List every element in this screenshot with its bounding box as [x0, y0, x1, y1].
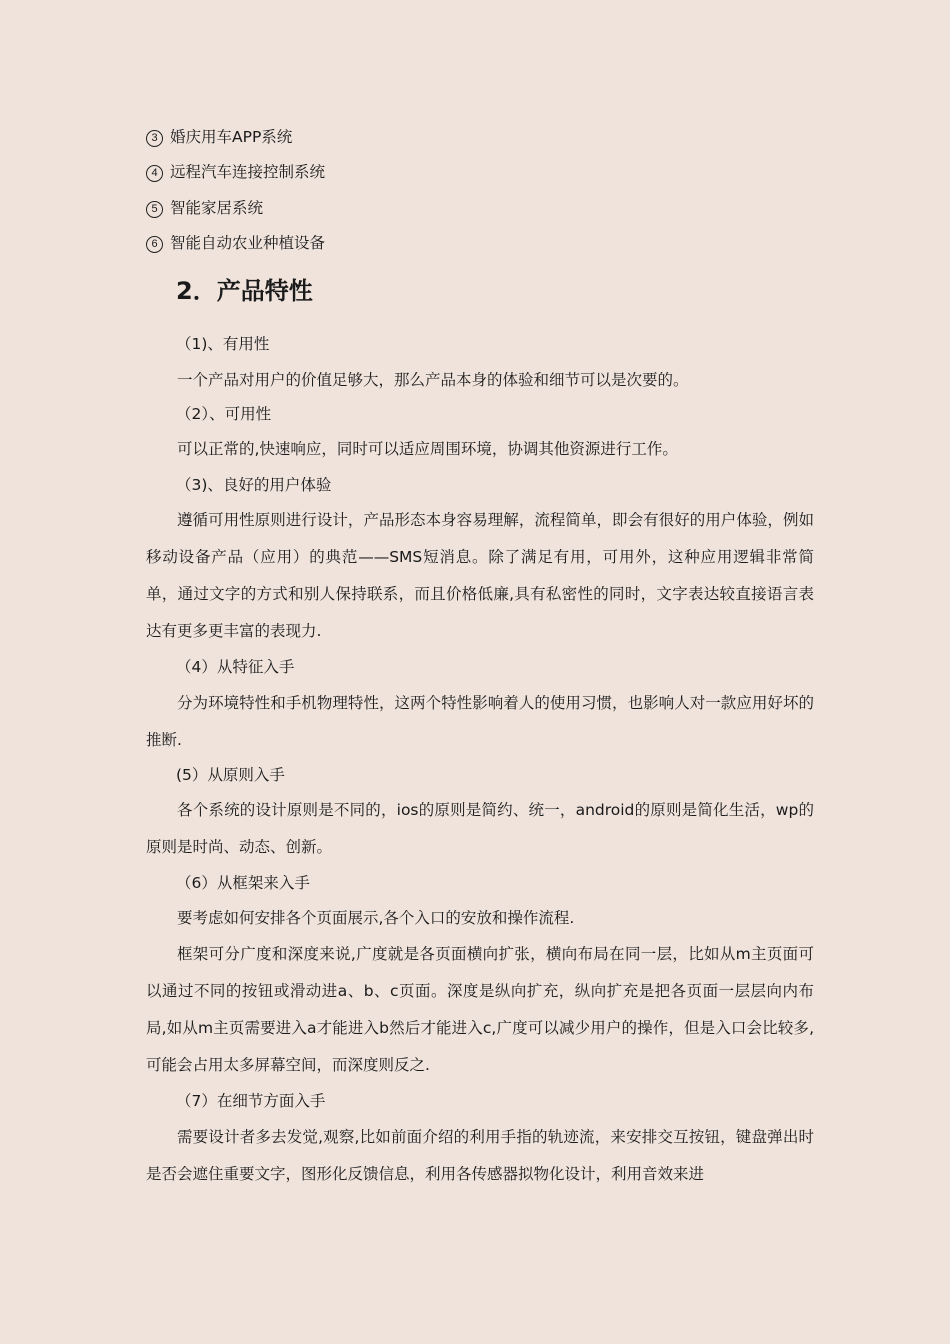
feature-title: （1)、有用性 — [176, 335, 270, 353]
feature-body: 各个系统的设计原则是不同的，ios的原则是简约、统一，android的原则是简化生活，wp的原则是时尚、动态、创新。 — [146, 801, 814, 856]
feature-title: （2）、可用性 — [176, 405, 272, 423]
list-item-text: 婚庆用车APP系统 — [170, 128, 293, 146]
feature-title: （7）在细节方面入手 — [176, 1092, 326, 1110]
feature-body: 分为环境特性和手机物理特性，这两个特性影响着人的使用习惯，也影响人对一款应用好坏的推断. — [146, 694, 814, 749]
circled-number: 5 — [146, 201, 163, 218]
section-heading: 2．产品特性 — [176, 277, 313, 305]
circled-number: 4 — [146, 165, 163, 182]
list-item — [146, 162, 325, 182]
list-item — [146, 198, 263, 218]
feature-title: （3)、良好的用户体验 — [176, 476, 332, 494]
feature-title: （6）从框架来入手 — [176, 874, 310, 892]
list-item-text: 智能家居系统 — [170, 199, 264, 217]
circled-number: 3 — [146, 130, 163, 147]
feature-body: 可以正常的,快速响应，同时可以适应周围环境，协调其他资源进行工作。 — [177, 440, 678, 458]
feature-body: 遵循可用性原则进行设计，产品形态本身容易理解，流程简单，即会有很好的用户体验，例如移动设备产品（应用）的典范——SMS短消息。除了满足有用，可用外，这种应用逻辑非常简单，通过文字的方式和别人保持联系，而且价格低廉,具有私密性的同时，文字表达较直接语言表达有更多更丰富的表现力. — [146, 511, 814, 640]
feature-body: 需要设计者多去发觉,观察,比如前面介绍的利用手指的轨迹流，来安排交互按钮，键盘弹出时是否会遮住重要文字，图形化反馈信息，利用各传感器拟物化设计，利用音效来进 — [146, 1128, 814, 1183]
feature-body: 框架可分广度和深度来说,广度就是各页面横向扩张，横向布局在同一层，比如从m主页面可以通过不同的按钮或滑动进a、b、c页面。深度是纵向扩充，纵向扩充是把各页面一层层向内布局,如从m主页需要进入a才能进入b然后才能进入c,广度可以减少用户的操作，但是入口会比较多,可能会占用太多屏幕空间，而深度则反之. — [146, 945, 814, 1074]
list-item-text: 远程汽车连接控制系统 — [170, 163, 326, 181]
circled-number: 6 — [146, 236, 163, 253]
feature-title: (5）从原则入手 — [176, 766, 285, 784]
feature-body: 一个产品对用户的价值足够大，那么产品本身的体验和细节可以是次要的。 — [177, 371, 689, 389]
list-item — [146, 233, 325, 253]
list-item — [146, 127, 292, 147]
feature-body: 要考虑如何安排各个页面展示,各个入口的安放和操作流程. — [177, 909, 575, 927]
feature-title: （4）从特征入手 — [176, 658, 295, 676]
list-item-text: 智能自动农业种植设备 — [170, 234, 326, 252]
